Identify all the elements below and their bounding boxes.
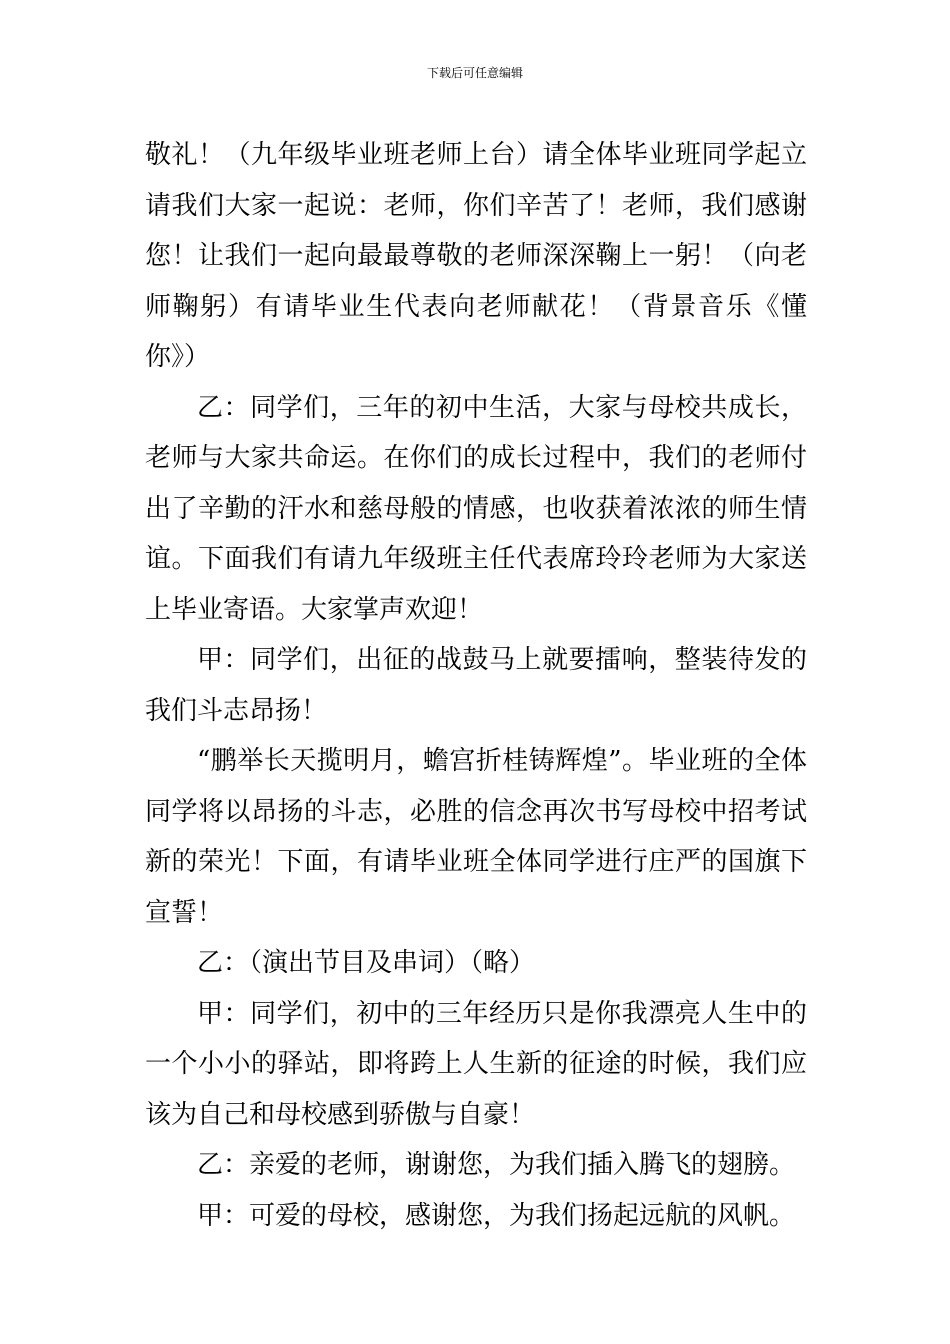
paragraph-3: 甲：同学们，出征的战鼓马上就要擂响，整装待发的我们斗志昂扬！: [145, 645, 807, 726]
paragraph-8: 甲：可爱的母校，感谢您，为我们扬起远航的风帆。: [197, 1200, 796, 1231]
paragraph-2: 乙：同学们，三年的初中生活，大家与母校共成长，老师与大家共命运。在你们的成长过程中，我们的老师付出了辛勤的汗水和慈母般的情感，也收获着浓浓的师生情谊。下面我们有请九年级班主任代表席玲玲老师为大家送上毕业寄语。大家掌声欢迎！: [145, 392, 807, 625]
paragraph-6: 甲：同学们，初中的三年经历只是你我漂亮人生中的一个小小的驿站，即将跨上人生新的征途的时候，我们应该为自己和母校感到骄傲与自豪！: [145, 998, 807, 1130]
paragraph-4: “鹏举长天揽明月，蟾宫折桂铸辉煌”。毕业班的全体同学将以昂扬的斗志，必胜的信念再次书写母校中招考试新的荣光！下面，有请毕业班全体同学进行庄严的国旗下宣誓！: [145, 746, 807, 928]
paragraph-5: 乙：（演出节目及串词）（略）: [197, 948, 536, 978]
document-body: [145, 130, 807, 1241]
paragraph-7: 乙：亲爱的老师，谢谢您，为我们插入腾飞的翅膀。: [197, 1150, 796, 1180]
paragraph-1: 敬礼！（九年级毕业班老师上台）请全体毕业班同学起立请我们大家一起说：老师，你们辛苦了！老师，我们感谢您！让我们一起向最最尊敬的老师深深鞠上一躬！（向老师鞠躬）有请毕业生代表向老师献花！（背景音乐《懂你》）: [145, 140, 807, 372]
page-header: 下载后可任意编辑: [426, 66, 523, 80]
